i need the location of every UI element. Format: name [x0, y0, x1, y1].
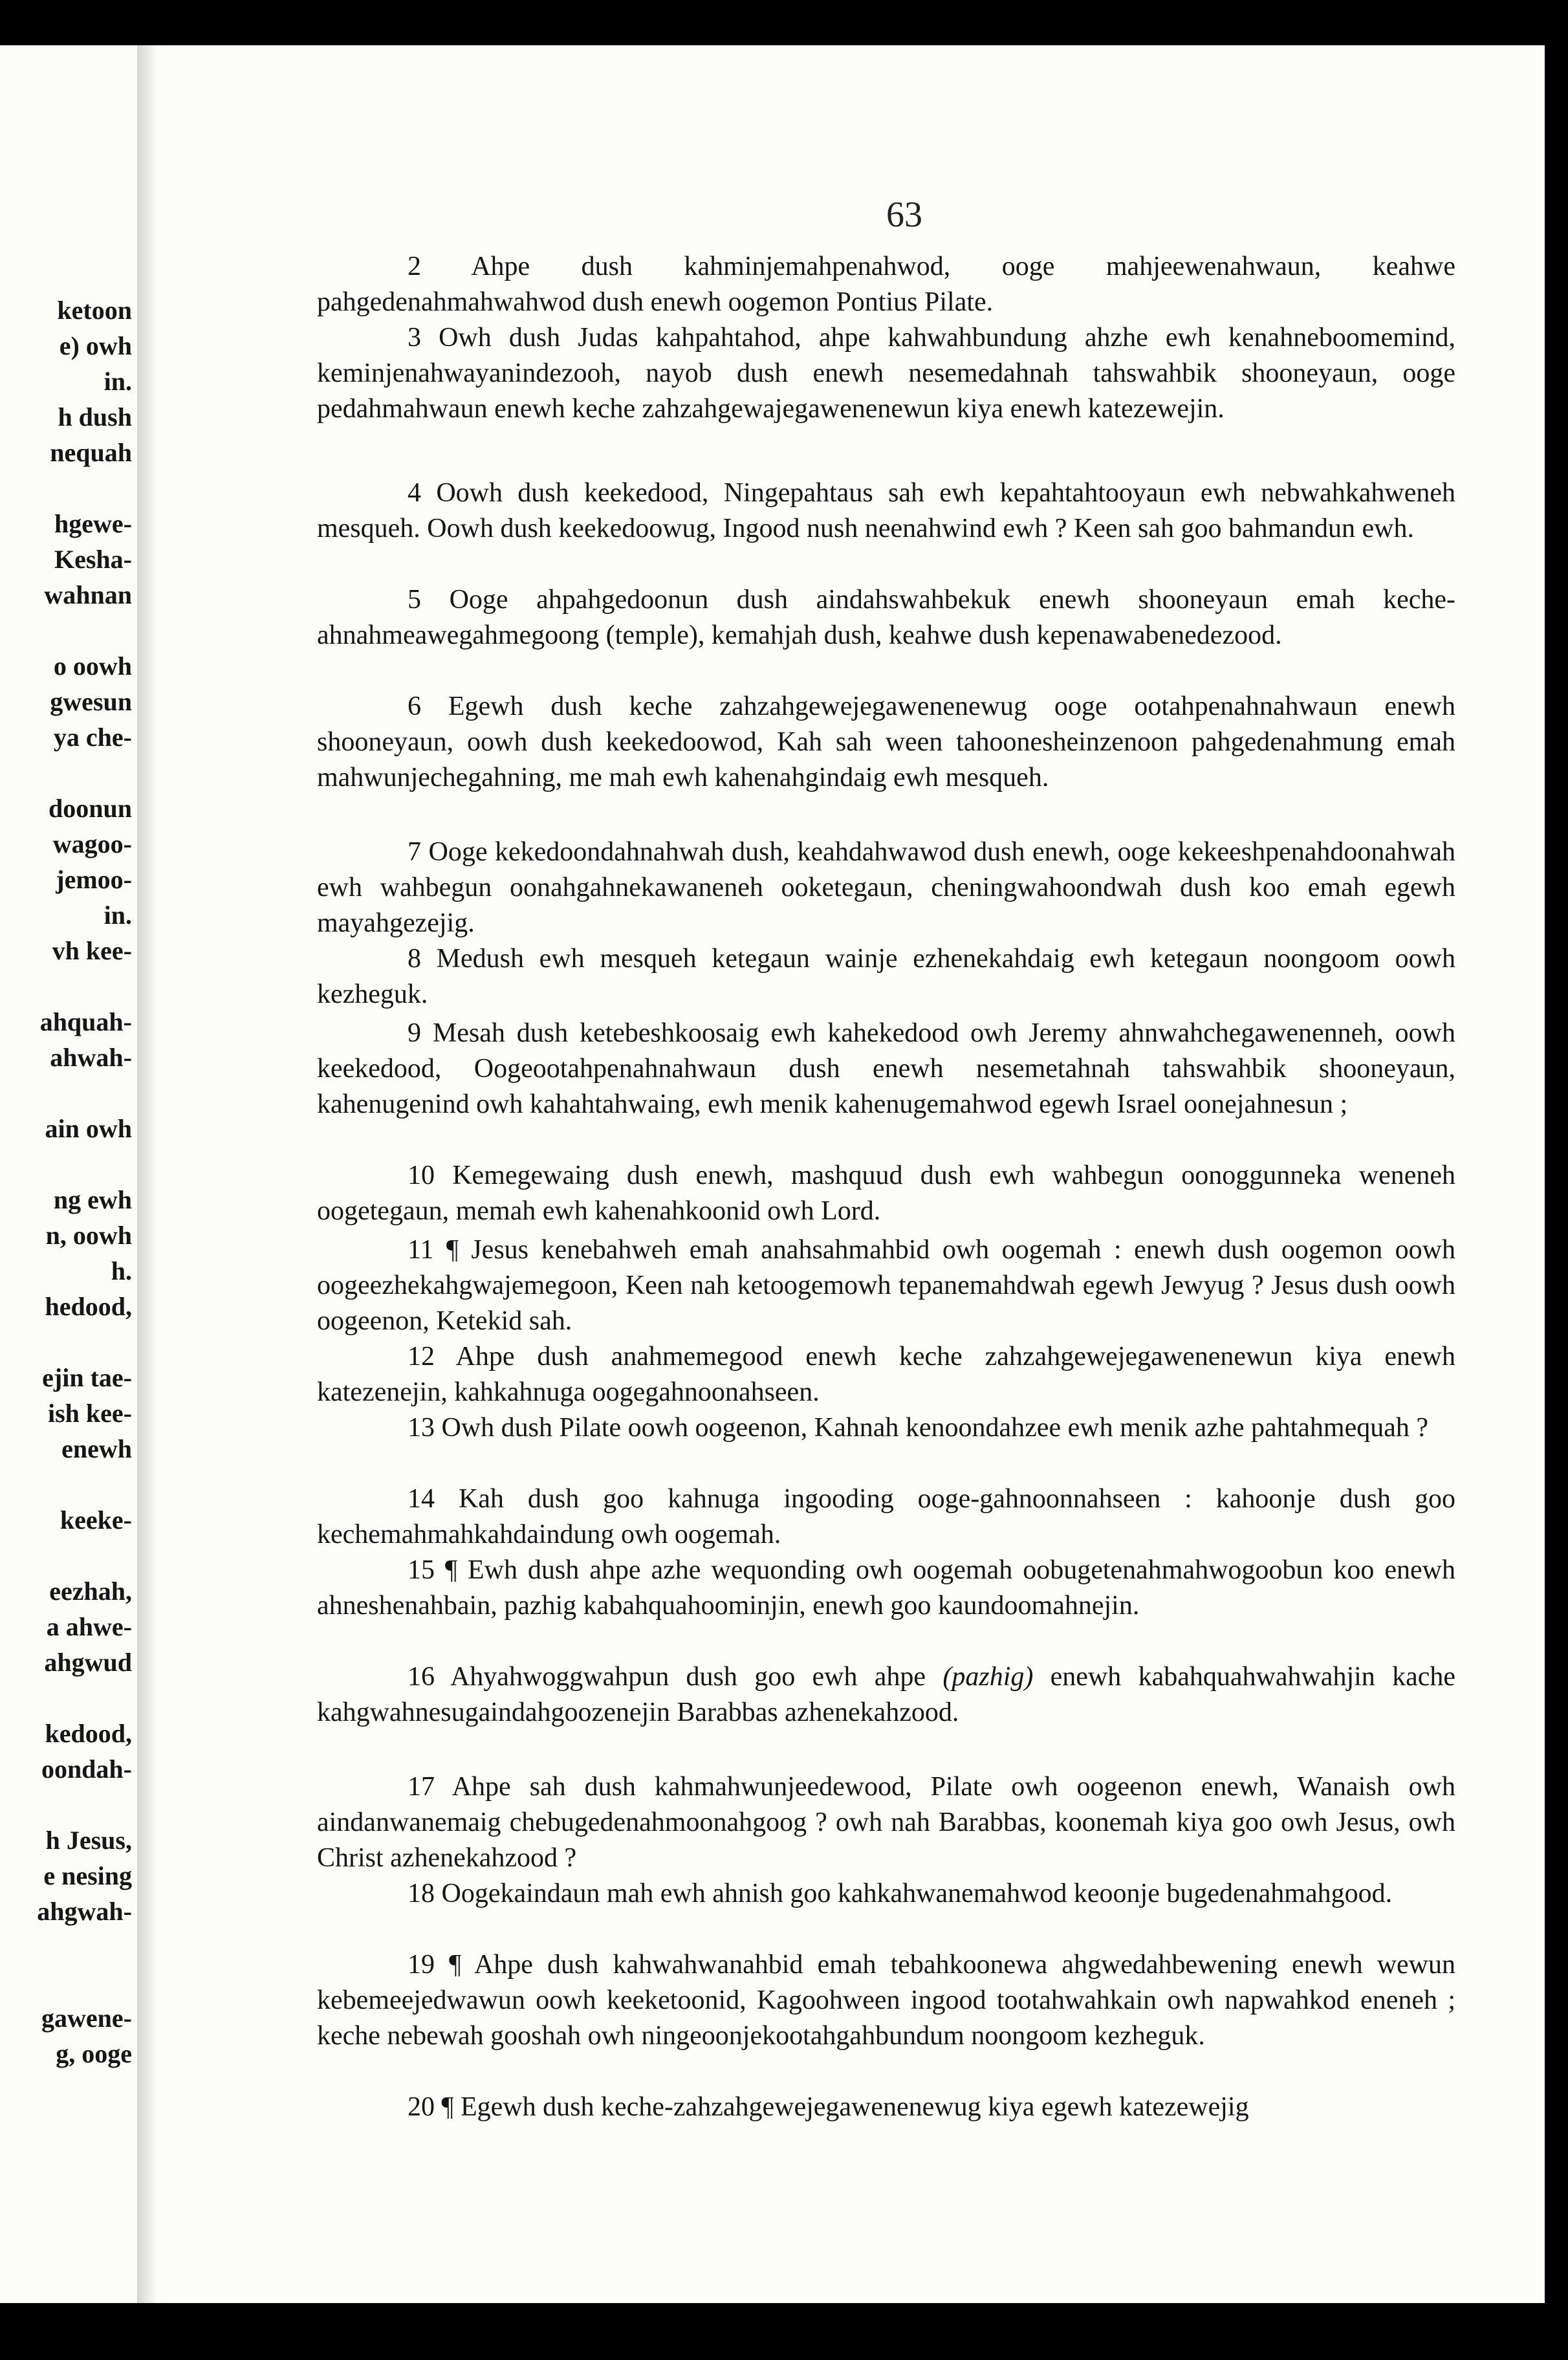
page-edge [1530, 45, 1545, 2303]
previous-page-line: ng ewh [53, 1185, 132, 1214]
verse-15: 15 ¶ Ewh dush ahpe azhe wequonding owh oogemah oobugetenahmahwogoobun koo enewh ahneshenahbain, pazhig kabahquahoominjin, enewh goo kaundoomahnejin. [317, 1555, 1455, 1621]
previous-page-line: vh kee- [52, 936, 132, 965]
previous-page-line: hedood, [45, 1292, 132, 1321]
verse-4: 4 Oowh dush keekedood, Ningepahtaus sah ewh kepahtahtooyaun ewh nebwahkahweneh mesqueh. Oowh dush keekedoowug, Ingood nush neenahwind ewh ? Keen sah goo bahmandun ewh. [317, 478, 1455, 543]
page-gutter [137, 45, 166, 2303]
previous-page-line: gwesun [50, 687, 132, 716]
previous-page-line: jemoo- [56, 865, 132, 894]
previous-page-line: eezhah, [49, 1577, 132, 1606]
verse-9: 9 Mesah dush ketebeshkoosaig ewh kahekedood owh Jeremy ahnwahchegawenenneh, oowh keekedood, Oogeootahpenahnahwaun dush enewh nesemetahnah tahswahbik shooneyaun, kahenugenind owh kahahtahwaing, ewh menik kahenugemahwod egewh Israel oonejahnesun ; [317, 1018, 1455, 1119]
verse-11: 11 ¶ Jesus kenebahweh emah anahsahmahbid owh oogemah : enewh dush oogemon oowh oogeezhekahgwajemegoon, Keen nah ketoogemowh tepanemahdwah egewh Jewyug ? Jesus dush oowh oogeenon, Ketekid sah. [317, 1235, 1455, 1336]
previous-page-line: e nesing [43, 1861, 132, 1890]
previous-page-line: ain owh [45, 1114, 132, 1143]
verse-19: 19 ¶ Ahpe dush kahwahwanahbid emah tebahkoonewa ahgwedahbewening enewh wewun kebemeejedwawun oowh keeketoonid, Kagoohween ingood tootahwahkain owh napwahkod eneneh ; keche nebewah gooshah owh ningeoonjekootahgahbundum noongoom kezheguk. [317, 1950, 1455, 2051]
previous-page-line: ahquah- [39, 1007, 132, 1036]
previous-page-line: wagoo- [52, 829, 132, 858]
verse-6: 6 Egewh dush keche zahzahgewejegawenenewug ooge ootahpenahnahwaun enewh shooneyaun, oowh dush keekedoowod, Kah sah ween tahoonesheinzenoon pahgedenahmung emah mahwunjechegahning, me mah ewh kahenahgindaig ewh mesqueh. [317, 692, 1455, 792]
previous-page-line: Kesha- [54, 545, 132, 574]
verse-10: 10 Kemegewaing dush enewh, mashquud dush ewh wahbegun oonoggunneka weneneh oogetegaun, memah ewh kahenahkoonid owh Lord. [317, 1161, 1455, 1226]
verse-13: 13 Owh dush Pilate oowh oogeenon, Kahnah kenoondahzee ewh menik azhe pahtahmequah ? [408, 1413, 1429, 1443]
previous-page-line: nequah [50, 438, 132, 467]
verse-16 [317, 1659, 1455, 1766]
previous-page-line: in. [103, 901, 132, 930]
previous-page-line: hgewe- [54, 509, 132, 538]
verse-16-italic: (pazhig) [942, 1662, 1034, 1692]
previous-page-line: h Jesus, [45, 1826, 132, 1855]
page-number: 63 [886, 195, 922, 235]
previous-page-line: ish kee- [48, 1399, 132, 1428]
previous-page-line: ahgwah- [37, 1897, 132, 1926]
previous-page-line: in. [103, 367, 132, 396]
previous-page-line: g, ooge [56, 2039, 132, 2068]
page-border [1545, 45, 1549, 2303]
verse-18: 18 Oogekaindaun mah ewh ahnish goo kahkahwanemahwod keoonje bugedenahmahgood. [408, 1879, 1393, 1908]
previous-page-line: a ahwe- [46, 1612, 132, 1641]
previous-page-line: keeke- [60, 1505, 132, 1535]
verse-8: 8 Medush ewh mesqueh ketegaun wainje ezhenekahdaig ewh ketegaun noongoom oowh kezheguk. [317, 944, 1455, 1009]
previous-page-line: ya che- [53, 723, 132, 752]
verse-3: 3 Owh dush Judas kahpahtahod, ahpe kahwahbundung ahzhe ewh kenahneboomemind, keminjenahwayanindezooh, nayob dush enewh nesemedahnah tahswahbik shooneyaun, ooge pedahmahwaun enewh keche zahzahgewajegawenenewun kiya enewh katezewejin. [317, 323, 1455, 424]
verse-12: 12 Ahpe dush anahmemegood enewh keche zahzahgewejegawenenewun kiya enewh katezenejin, kahkahnuga oogegahnoonahseen. [317, 1342, 1455, 1407]
verse-5: 5 Ooge ahpahgedoonun dush aindahswahbekuk enewh shooneyaun emah keche-ahnahmeawegahmegoong (temple), kemahjah dush, keahwe dush kepenawabenedezood. [317, 585, 1455, 650]
verse-17: 17 Ahpe sah dush kahmahwunjeedewood, Pilate owh oogeenon enewh, Wanaish owh aindanwanemaig chebugedenahmoonahgoog ? owh nah Barabbas, koonemah kiya goo owh Jesus, owh Christ azhenekahzood ? [317, 1772, 1455, 1873]
previous-page-line: o oowh [53, 651, 132, 681]
previous-page-line: oondah- [41, 1754, 132, 1784]
previous-page-fragment [0, 45, 137, 2303]
previous-page-line: ketoon [57, 296, 132, 325]
verse-7: 7 Ooge kekedoondahnahwah dush, keahdahwawod dush enewh, ooge kekeeshpenahdoonahwah ewh wahbegun oonahgahnekawaneneh ooketegaun, cheningwahoondwah dush koo emah egewh mayahgezejig. [317, 837, 1455, 938]
previous-page-line: e) owh [59, 331, 132, 360]
previous-page-line: kedood, [45, 1719, 132, 1748]
previous-page-line: h dush [58, 402, 132, 432]
previous-page-line: n, oowh [45, 1221, 132, 1250]
previous-page-line: gawene- [41, 2004, 132, 2033]
verse-20: 20 ¶ Egewh dush keche-zahzahgewejegawenenewug kiya egewh katezewejig [408, 2092, 1249, 2122]
verse-16-text-after: enewh kabahquahwahwahjin kache kahgwahnesugaindahgoozenejin Barabbas azhenekahzood. [317, 1662, 1455, 1727]
previous-page-line: ahgwud [44, 1648, 132, 1677]
verse-2: 2 Ahpe dush kahminjemahpenahwod, ooge mahjeewenahwaun, keahwe pahgedenahmahwahwod dush enewh oogemon Pontius Pilate. [317, 252, 1455, 317]
verse-16-text-before: 16 Ahyahwoggwahpun dush goo ewh ahpe [408, 1662, 943, 1692]
previous-page-line: enewh [61, 1434, 132, 1463]
verse-14: 14 Kah dush goo kahnuga ingooding ooge-gahnoonnahseen : kahoonje dush goo kechemahmahkahdaindung owh oogemah. [317, 1484, 1455, 1549]
previous-page-line: ejin tae- [42, 1363, 132, 1392]
previous-page-line: wahnan [44, 580, 132, 609]
previous-page-line: ahwah- [50, 1043, 132, 1072]
previous-page-line: doonun [49, 794, 132, 823]
previous-page-line: h. [111, 1256, 132, 1285]
